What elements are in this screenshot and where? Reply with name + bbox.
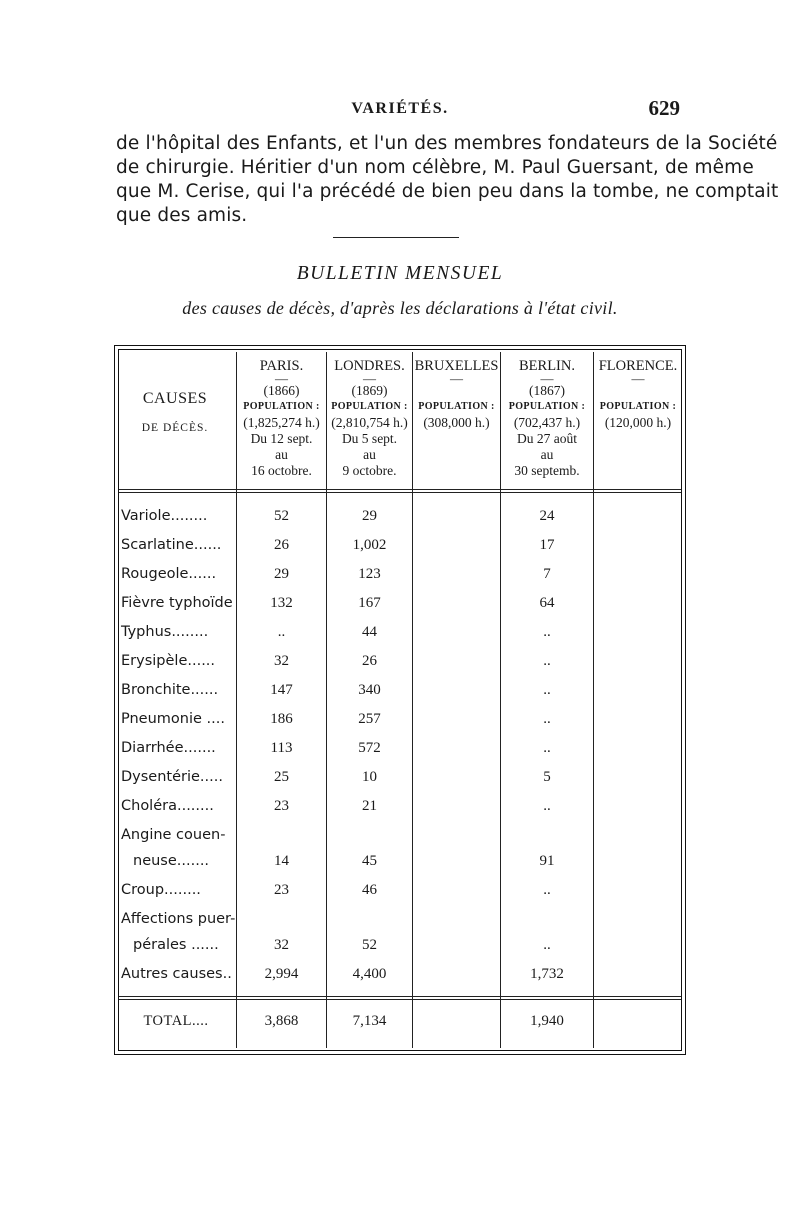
table-row [115,796,685,825]
cell-londres: 1,002 [352,537,387,553]
cell-berlin: 17 [539,537,555,553]
cell-berlin: .. [543,624,551,640]
table-row [115,767,685,796]
table-row [115,964,685,993]
cell-berlin: .. [543,682,551,698]
cell-londres: 26 [362,653,377,669]
cell-paris: 25 [274,769,289,785]
city-header [501,358,593,479]
city-header [237,358,326,479]
total-londres: 7,134 [352,1013,387,1029]
running-head [0,96,800,126]
causes-header-line1: CAUSES [142,390,208,407]
city-dash: — [363,371,376,386]
cell-berlin: 7 [543,566,551,582]
cause-label: Autres causes.. [121,966,232,982]
cause-label: Scarlatine...... [121,537,222,553]
cause-label: Erysipèle...... [121,653,216,669]
city-pop: (2,810,754 h.) [331,415,408,430]
city-period2: au [363,447,376,462]
city-period1: Du 12 sept. [250,431,313,446]
table-row [115,535,685,564]
bulletin-title: BULLETIN MENSUEL [296,263,504,284]
total-rule [119,996,681,997]
city-header [327,358,412,479]
total-rule [119,999,681,1000]
intro-line: que M. Cerise, qui l'a précédé de bien peu dans la tombe, ne comptait [116,181,779,202]
cell-londres: 340 [358,682,381,698]
cell-londres: 45 [362,853,377,869]
section-separator [333,237,459,238]
cause-label: Typhus........ [121,624,209,640]
total-label: TOTAL.... [143,1013,209,1029]
city-name: FLORENCE. [598,358,678,374]
city-pop: (1,825,274 h.) [243,415,320,430]
cell-paris: .. [277,624,286,640]
header-rule [119,492,681,493]
table-row [115,593,685,622]
cell-londres: 572 [358,740,381,756]
causes-header [115,390,235,434]
total-berlin: 1,940 [530,1013,564,1029]
cause-label: Choléra........ [121,798,214,814]
mortality-table [114,345,686,1055]
cause-label: Pneumonie .... [121,711,225,727]
cell-londres: 46 [362,882,377,898]
cell-paris: 2,994 [264,966,299,982]
city-period3: 30 septemb. [514,463,580,478]
city-dash: — [631,371,645,386]
table-row [115,738,685,767]
cell-berlin: 91 [539,853,555,869]
city-name: PARIS. [259,358,304,374]
table-row [115,651,685,680]
city-year: (1866) [263,383,300,398]
table-row [115,506,685,535]
table-row [115,564,685,593]
cell-berlin: .. [543,711,551,727]
cell-paris: 52 [274,508,289,524]
cell-paris: 132 [270,595,293,611]
city-period3: 16 octobre. [251,463,312,478]
intro-line: de l'hôpital des Enfants, et l'un des membres fondateurs de la Société [116,133,778,154]
city-name: BERLIN. [519,358,575,374]
city-period1: Du 27 août [517,431,577,446]
causes-header-line2: DE DÉCÈS. [141,422,209,434]
city-period2: au [275,447,288,462]
cause-label-continued: neuse....... [133,853,210,869]
cell-berlin: 24 [539,508,555,524]
city-period1: Du 5 sept. [341,431,398,446]
cell-paris: 32 [274,653,289,669]
cell-paris: 32 [274,937,289,953]
table-row [115,825,685,880]
city-year: (1867) [529,383,565,398]
city-pop: (702,437 h.) [513,415,581,430]
city-dash: — [275,371,288,386]
cell-londres: 21 [362,798,377,814]
running-head-title: VARIÉTÉS. [351,100,449,117]
table-row [115,680,685,709]
cell-paris: 186 [270,711,293,727]
cell-londres: 29 [362,508,377,524]
city-pop: (120,000 h.) [604,415,672,430]
header-rule [119,489,681,490]
cell-paris: 29 [274,566,289,582]
cell-paris: 26 [274,537,289,553]
cell-berlin: .. [543,937,551,953]
city-dash: — [450,371,463,386]
total-row [115,1013,685,1039]
cell-paris: 14 [274,853,289,869]
cause-label: Angine couen- [121,827,226,843]
cell-londres: 44 [362,624,377,640]
cell-londres: 167 [358,595,381,611]
table-row [115,709,685,738]
population-label: POPULATION : [331,401,408,412]
cell-londres: 10 [362,769,377,785]
cell-berlin: 5 [543,769,551,785]
city-name: BRUXELLES [414,358,499,374]
city-period2: au [540,447,554,462]
cause-label: Variole........ [121,508,208,524]
population-label: POPULATION : [508,401,586,412]
city-year: (1869) [351,383,388,398]
cell-londres: 52 [362,937,377,953]
city-header [413,358,500,431]
cell-londres: 257 [358,711,381,727]
population-label: POPULATION : [243,401,320,412]
city-period3: 9 octobre. [342,463,397,478]
table-row [115,880,685,909]
cause-label: Affections puer- [121,911,236,927]
cell-berlin: 1,732 [530,966,564,982]
population-label: POPULATION : [599,401,677,412]
city-dash: — [540,371,554,386]
cell-londres: 4,400 [352,966,387,982]
bulletin-subtitle: des causes de décès, d'après les déclarations à l'état civil. [182,298,618,318]
intro-line: de chirurgie. Héritier d'un nom célèbre, M. Paul Guersant, de même [116,157,754,178]
cell-berlin: 64 [539,595,555,611]
cell-paris: 23 [274,882,289,898]
cell-paris: 113 [270,740,293,756]
cause-label: Bronchite...... [121,682,219,698]
total-paris: 3,868 [264,1013,299,1029]
page-number: 629 [648,96,680,120]
city-pop: (308,000 h.) [423,415,490,430]
cell-berlin: .. [543,882,551,898]
cell-berlin: .. [543,798,551,814]
cause-label: Diarrhée....... [121,740,216,756]
cell-paris: 147 [270,682,293,698]
city-name: LONDRES. [334,358,405,374]
cell-berlin: .. [543,653,551,669]
intro-paragraph [116,132,779,228]
intro-line: que des amis. [116,205,248,226]
table-row [115,909,685,964]
population-label: POPULATION : [418,401,495,412]
cell-paris: 23 [274,798,289,814]
table-row [115,622,685,651]
cause-label: Rougeole...... [121,566,217,582]
cause-label: Croup........ [121,882,201,898]
cell-berlin: .. [543,740,551,756]
cause-label-continued: pérales ...... [133,937,219,953]
cause-label: Fièvre typhoïde [121,595,233,611]
city-header [594,358,682,431]
cause-label: Dysentérie..... [121,769,223,785]
cell-londres: 123 [358,566,381,582]
